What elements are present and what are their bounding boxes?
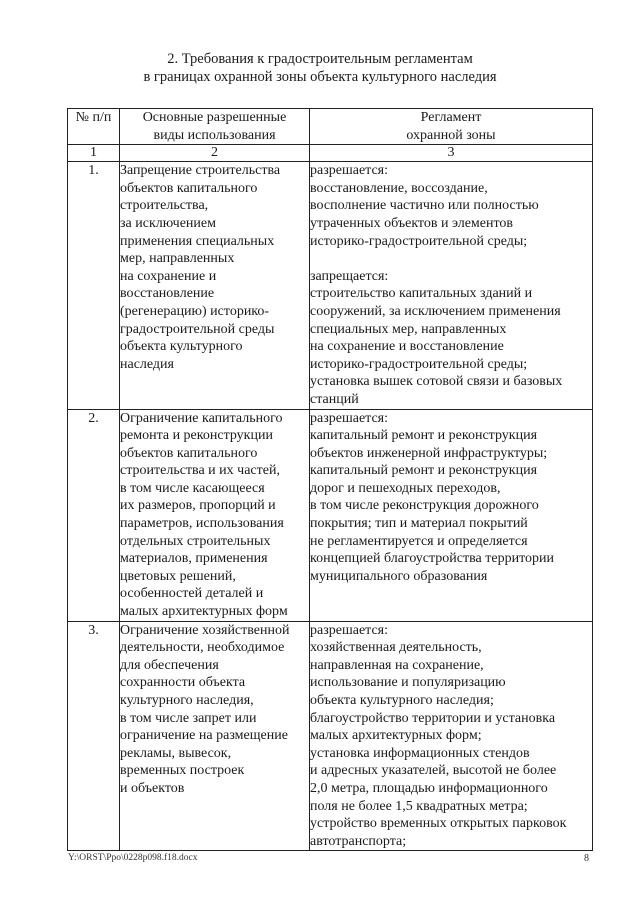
regulations-table	[67, 108, 593, 851]
row-number: 1.	[68, 162, 120, 409]
permitted-use-line: для обеспечения	[120, 657, 219, 673]
table-row	[68, 409, 593, 621]
permitted-use-line: ограничение на размещение	[120, 728, 288, 744]
permitted-use-line: и объектов	[120, 780, 185, 796]
permitted-use-line: градостроительной среды	[120, 321, 275, 337]
regulation-line: 2,0 метра, площадью информационного	[310, 780, 548, 796]
section-heading	[0, 50, 640, 86]
heading-line-2: в границах охранной зоны объекта культурного наследия	[143, 69, 497, 85]
regulation-line: разрешается:	[310, 410, 388, 426]
regulation-line: на сохранение и восстановление	[310, 339, 504, 355]
permitted-use-line: рекламы, вывесок,	[120, 745, 232, 761]
table-row	[68, 162, 593, 409]
regulation-line: объектов инженерной инфраструктуры;	[310, 445, 548, 461]
permitted-use-line: объектов капитального	[120, 445, 258, 461]
permitted-use-cell	[120, 409, 310, 621]
permitted-use-line: Ограничение капитального	[120, 410, 283, 426]
regulation-cell	[310, 621, 593, 851]
page-number: 8	[584, 853, 589, 864]
regulation-cell	[310, 162, 593, 409]
regulation-line: концепцией благоустройства территории	[310, 551, 555, 567]
header-regulation	[310, 109, 593, 145]
regulation-line: утраченных объектов и элементов	[310, 215, 514, 231]
regulation-line: дорог и пешеходных переходов,	[310, 480, 501, 496]
column-index-row	[68, 145, 593, 162]
regulation-line: покрытия; тип и материал покрытий	[310, 516, 528, 532]
permitted-use-line: малых архитектурных форм	[120, 604, 288, 620]
permitted-use-line: на сохранение и	[120, 268, 217, 284]
permitted-use-line: применения специальных	[120, 233, 275, 249]
permitted-use-line: объектов капитального	[120, 180, 258, 196]
regulation-line: историко-градостроительной среды;	[310, 356, 528, 372]
column-index: 2	[120, 145, 310, 162]
regulation-line: использование и популяризацию	[310, 675, 506, 691]
regulation-line: направленная на сохранение,	[310, 657, 484, 673]
header-permitted-uses	[120, 109, 310, 145]
heading-line-1: 2. Требования к градостроительным регламентам	[167, 51, 473, 67]
regulation-line: объекта культурного наследия;	[310, 693, 494, 708]
permitted-use-line: отдельных строительных	[120, 533, 271, 549]
regulation-line: запрещается:	[310, 268, 389, 284]
regulation-line: поля не более 1,5 квадратных метра;	[310, 798, 528, 814]
permitted-use-line: культурного наследия,	[120, 693, 254, 708]
table-row	[68, 621, 593, 851]
column-index: 3	[310, 145, 593, 162]
regulation-line: малых архитектурных форм;	[310, 728, 482, 744]
permitted-use-line: восстановление	[120, 286, 215, 302]
regulation-line: установка информационных стендов	[310, 745, 530, 761]
permitted-use-line: за исключением	[120, 215, 216, 231]
permitted-use-line: (регенерацию) историко-	[120, 303, 270, 319]
regulation-line: восполнение частично или полностью	[310, 198, 539, 214]
regulation-line: капитальный ремонт и реконструкция	[310, 463, 538, 479]
regulation-line: строительство капитальных зданий и	[310, 286, 533, 302]
permitted-use-line: Ограничение хозяйственной	[120, 622, 290, 638]
regulation-line: восстановление, воссоздание,	[310, 180, 488, 196]
permitted-use-line: в том числе касающееся	[120, 480, 265, 496]
permitted-use-line: временных построек	[120, 763, 245, 779]
header-line: виды использования	[153, 127, 276, 143]
permitted-use-line: в том числе запрет или	[120, 710, 257, 726]
regulation-line: автотранспорта;	[310, 833, 407, 849]
permitted-use-line: объекта культурного	[120, 339, 243, 355]
permitted-use-line: строительства и их частей,	[120, 463, 280, 479]
permitted-use-line: мер, направленных	[120, 251, 235, 267]
regulation-line: не регламентируется и определяется	[310, 533, 528, 549]
permitted-use-line: сохранности объекта	[120, 675, 246, 691]
regulation-line: капитальный ремонт и реконструкция	[310, 428, 538, 444]
regulation-line: благоустройство территории и установка	[310, 710, 556, 726]
regulation-line: сооружений, за исключением применения	[310, 303, 561, 319]
regulation-line: специальных мер, направленных	[310, 321, 507, 337]
regulation-line: станций	[310, 391, 359, 407]
permitted-use-line: параметров, использования	[120, 516, 284, 532]
regulation-line: в том числе реконструкция дорожного	[310, 498, 539, 514]
regulation-line	[310, 250, 592, 268]
permitted-use-line: их размеров, пропорций и	[120, 498, 276, 514]
footer-file-path: Y:\ORST\Ppo\0228p098.f18.docx	[68, 853, 198, 863]
permitted-use-line: деятельности, необходимое	[120, 640, 285, 656]
permitted-use-cell	[120, 621, 310, 851]
regulation-line: муниципального образования	[310, 568, 488, 584]
regulation-line: устройство временных открытых парковок	[310, 816, 567, 832]
permitted-use-line: цветовых решений,	[120, 568, 236, 584]
table-header-row	[68, 109, 593, 145]
header-number: № п/п	[68, 109, 120, 145]
row-number: 2.	[68, 409, 120, 621]
column-index: 1	[68, 145, 120, 162]
header-line: Регламент	[420, 110, 482, 125]
permitted-use-line: особенностей деталей и	[120, 586, 264, 602]
permitted-use-line: строительства,	[120, 198, 209, 214]
permitted-use-line: материалов, применения	[120, 551, 268, 567]
permitted-use-line: наследия	[120, 356, 174, 372]
regulation-line: хозяйственная деятельность,	[310, 640, 482, 656]
regulation-cell	[310, 409, 593, 621]
regulation-line: и адресных указателей, высотой не более	[310, 763, 557, 779]
regulation-line: разрешается:	[310, 163, 388, 179]
regulation-line: разрешается:	[310, 622, 388, 638]
row-number: 3.	[68, 621, 120, 851]
permitted-use-line: ремонта и реконструкции	[120, 428, 273, 444]
permitted-use-cell	[120, 162, 310, 409]
header-line: охранной зоны	[406, 127, 496, 143]
regulation-line: установка вышек сотовой связи и базовых	[310, 374, 563, 390]
permitted-use-line: Запрещение строительства	[120, 163, 281, 179]
regulation-line: историко-градостроительной среды;	[310, 233, 528, 249]
header-line: Основные разрешенные	[142, 110, 287, 125]
